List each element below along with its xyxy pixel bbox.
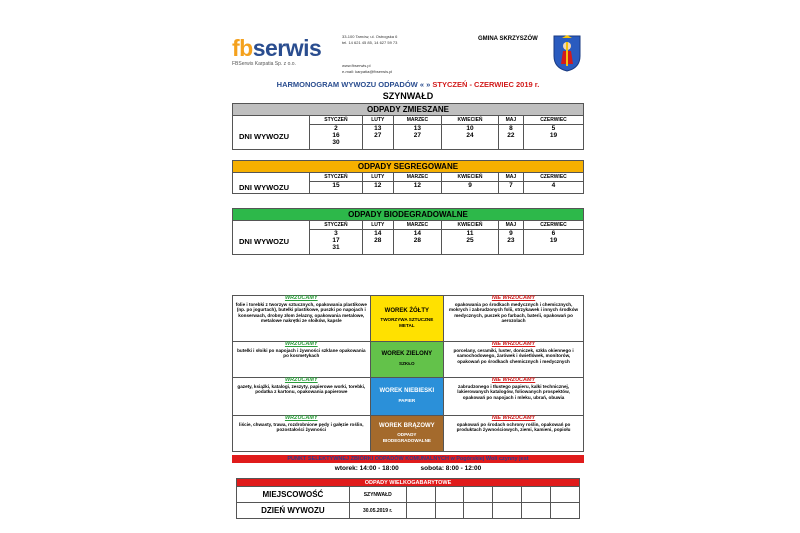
pickup-days: 9 [442, 182, 499, 194]
empty-cell [406, 503, 435, 519]
allowed-items [233, 416, 371, 452]
pickup-days: 10 24 [442, 125, 499, 150]
month-header: MAJ [498, 221, 523, 230]
allowed-items [233, 342, 371, 378]
logo-subtitle: FBSerwis Karpatia Sp. z o.o. [232, 61, 296, 67]
pickup-days: 4 [523, 182, 583, 194]
allowed-text: butelki i słoiki po napojach i żywności szklane opakowania po kosmetykach [237, 347, 366, 359]
bag-category: SZKŁO [399, 361, 415, 366]
empty-cell [551, 503, 580, 519]
bag-name: WOREK NIEBIESKI [379, 388, 435, 395]
bulky-waste-heading: ODPADY WIELKOGABARYTOWE [237, 479, 580, 487]
gmina-label: GMINA SKRZYSZÓW [478, 36, 538, 42]
forbidden-items [444, 378, 584, 416]
pickup-days: 12 [393, 182, 442, 194]
month-header: MARZEC [393, 116, 442, 125]
bio-waste-heading: ODPADY BIODEGRADOWALNE [233, 209, 584, 221]
blank-cell [233, 221, 310, 230]
forbidden-text: porcelany, ceramiki, luster, doniczek, szkła okiennego i samochodowego, żarówek i świetlówek, monitorów, opakowań po środkach chemicznych i medycznych [453, 347, 574, 364]
hours-saturday: sobota: 8:00 - 12:00 [420, 465, 482, 472]
schedule-title [232, 80, 584, 89]
empty-cell [551, 487, 580, 503]
forbidden-items [444, 416, 584, 452]
allowed-text: liście, chwasty, trawa, rozdrobnione pędy i gałęzie roślin, pozostałości żywności [239, 421, 364, 433]
month-header: LUTY [362, 173, 393, 182]
empty-cell [406, 487, 435, 503]
company-address [342, 34, 397, 46]
empty-cell [493, 487, 522, 503]
phone-line: tel. 14 621 45 85, 14 627 59 73 [342, 40, 398, 45]
bag-name: WOREK BRĄZOWY [379, 422, 435, 429]
allowed-text: gazety, książki, katalogi, zeszyty, papierowe worki, torebki, podatka z kartonu, opakowania papierowe [237, 383, 366, 395]
place-value: SZYNWAŁD [349, 487, 406, 503]
logo-serwis: serwis [252, 35, 322, 61]
empty-cell [493, 503, 522, 519]
month-header: KWIECIEŃ [442, 173, 499, 182]
month-header: MAJ [498, 173, 523, 182]
blue-bag [370, 378, 444, 416]
bulky-waste-table [236, 478, 580, 519]
month-header: MARZEC [393, 173, 442, 182]
allowed-text: folie i torebki z tworzyw sztucznych, opakowania plastikowe (np. po jogurtach), butelki plastikowe, puszki po napojach i konserwach, drobny złom żelazny, opakowania metalowe, metalowe nakrętki ze słoików, kapsle [235, 301, 367, 324]
blank-cell [233, 173, 310, 182]
empty-cell [435, 503, 464, 519]
pickup-days: 13 27 [393, 125, 442, 150]
row-label: DNI WYWOZU [233, 182, 310, 194]
allowed-label: WRZUCAMY [284, 377, 318, 383]
empty-cell [435, 487, 464, 503]
pickup-days: 15 [310, 182, 363, 194]
segregated-waste-table [232, 160, 584, 194]
brown-bag [370, 416, 444, 452]
collection-point-hours [232, 465, 584, 472]
blank-cell [233, 116, 310, 125]
bag-name: WOREK ŻÓŁTY [384, 307, 430, 314]
pickup-days: 8 22 [498, 125, 523, 150]
address-line: 33-100 Tarnów, ul. Ostrogska 6 [342, 34, 398, 39]
month-header: MAJ [498, 116, 523, 125]
month-header: STYCZEŃ [310, 116, 363, 125]
month-header: CZERWIEC [523, 116, 583, 125]
date-value: 30.05.2019 r. [349, 503, 406, 519]
forbidden-text: opakowań po środach ochrony roślin, opakowań po produktach żywnościowych, ziemi, kamieni, popiołu [456, 421, 571, 433]
forbidden-label: NIE WRZUCAMY [491, 415, 536, 421]
empty-cell [464, 487, 493, 503]
hours-tuesday: wtorek: 14:00 - 18:00 [334, 465, 399, 472]
pickup-days: 12 [362, 182, 393, 194]
allowed-items [233, 378, 371, 416]
month-header: LUTY [362, 221, 393, 230]
place-label: MIEJSCOWOŚĆ [237, 487, 350, 503]
pickup-days: 3 17 31 [310, 230, 363, 255]
allowed-label: WRZUCAMY [284, 341, 318, 347]
pickup-days: 2 16 30 [310, 125, 363, 150]
mixed-waste-heading: ODPADY ZMIESZANE [233, 104, 584, 116]
month-header: CZERWIEC [523, 221, 583, 230]
month-header: KWIECIEŃ [442, 221, 499, 230]
pickup-days: 5 19 [523, 125, 583, 150]
month-header: STYCZEŃ [310, 221, 363, 230]
fbserwis-logo [232, 36, 332, 67]
mixed-waste-table [232, 103, 584, 150]
row-label: DNI WYWOZU [233, 125, 310, 150]
email: e-mail: karpatia@fbserwis.pl [342, 69, 393, 74]
website: www.fbserwis.pl [342, 63, 371, 68]
green-bag [370, 342, 444, 378]
yellow-bag [370, 296, 444, 342]
segregated-waste-heading: ODPADY SEGREGOWANE [233, 161, 584, 173]
allowed-items [233, 296, 371, 342]
sorting-rules-table [232, 295, 584, 452]
empty-cell [464, 503, 493, 519]
pickup-days: 11 25 [442, 230, 499, 255]
locality-name: SZYNWAŁD [382, 91, 434, 101]
title-period: STYCZEŃ - CZERWIEC 2019 r. [432, 80, 540, 89]
pickup-days: 6 19 [523, 230, 583, 255]
month-header: STYCZEŃ [310, 173, 363, 182]
title-main: HARMONOGRAM WYWOZU ODPADÓW « » [276, 80, 431, 89]
month-header: KWIECIEŃ [442, 116, 499, 125]
forbidden-label: NIE WRZUCAMY [491, 377, 536, 383]
pickup-days: 14 28 [362, 230, 393, 255]
pickup-days: 7 [498, 182, 523, 194]
month-header: CZERWIEC [523, 173, 583, 182]
forbidden-items [444, 342, 584, 378]
bag-name: WOREK ZIELONY [381, 351, 433, 358]
forbidden-text: zabrudzonego i tłustego papieru, kalki technicznej, lakierowanych katalogów, foliowanych prospektów, opakowań po napojach i mleku, ubrań, obuwia [457, 383, 570, 400]
document-page [232, 30, 584, 515]
date-label: DZIEŃ WYWOZU [237, 503, 350, 519]
bag-category: PAPIER [398, 398, 416, 403]
empty-cell [522, 503, 551, 519]
forbidden-label: NIE WRZUCAMY [491, 295, 536, 301]
forbidden-text: opakowania po środkach medycznych i chemicznych, mokrych i zabrudzonych folii, strzykawek i innych środków medycznych, puszek po farbach, baterii, opakowań po aerozolach [448, 301, 579, 324]
pickup-days: 9 23 [498, 230, 523, 255]
month-header: MARZEC [393, 221, 442, 230]
collection-point-banner: PUNKT SELEKTYWNEJ ZBIÓRKI ODPADÓW KOMUNALNYCH w Pogórskiej Woli czynny jest [232, 455, 584, 463]
month-header: LUTY [362, 116, 393, 125]
bag-category: ODPADY BIODEGRADOWALNE [382, 432, 431, 443]
forbidden-label: NIE WRZUCAMY [491, 341, 536, 347]
forbidden-items [444, 296, 584, 342]
logo-fb: fb [232, 35, 253, 61]
empty-cell [522, 487, 551, 503]
company-contact [342, 63, 392, 75]
bag-category: TWORZYWA SZTUCZNE METAL [380, 317, 434, 328]
municipality-crest-icon [552, 34, 582, 72]
allowed-label: WRZUCAMY [284, 295, 318, 301]
allowed-label: WRZUCAMY [284, 415, 318, 421]
row-label: DNI WYWOZU [233, 230, 310, 255]
bio-waste-table [232, 208, 584, 255]
pickup-days: 13 27 [362, 125, 393, 150]
pickup-days: 14 28 [393, 230, 442, 255]
